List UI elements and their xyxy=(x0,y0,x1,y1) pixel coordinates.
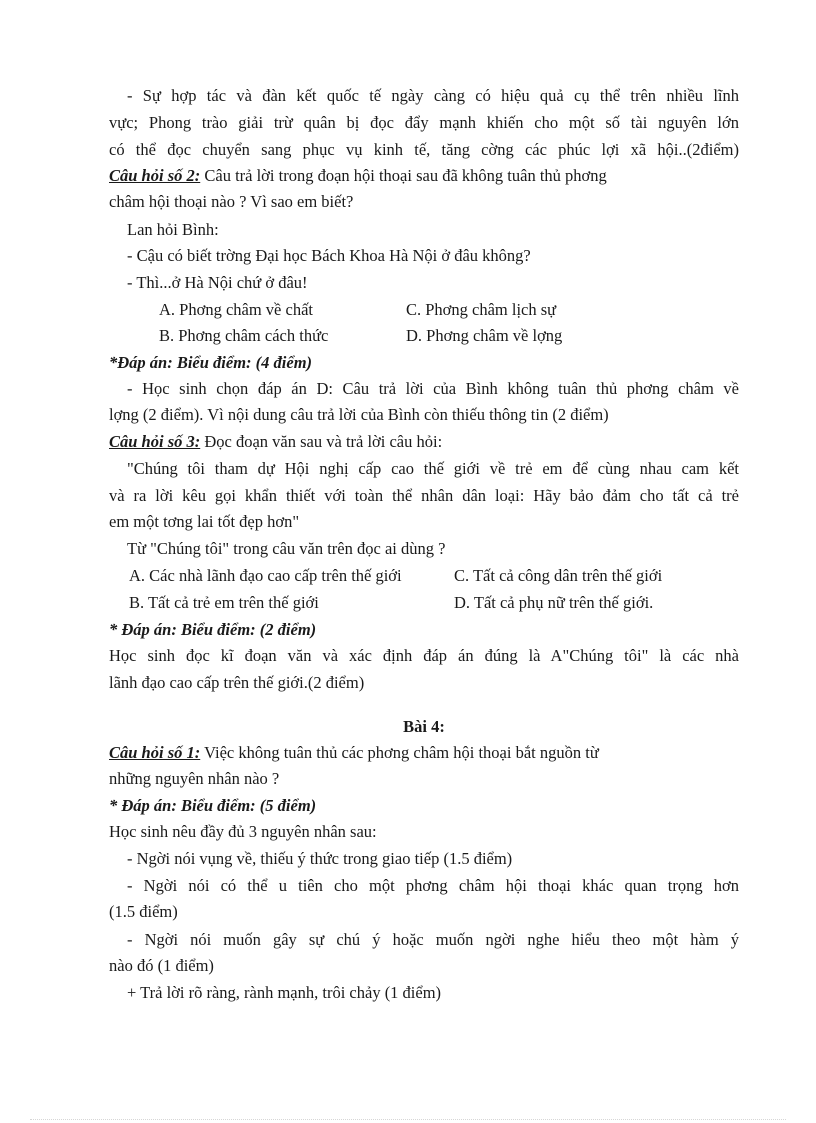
option-a: A. Các nhà lãnh đạo cao cấp trên thế giới xyxy=(129,566,402,585)
answer-heading: * Đáp án: Biểu điểm: (5 điểm) xyxy=(109,796,317,815)
option-b: B. Tất cả trẻ em trên thế giới xyxy=(129,593,319,612)
text-line: những nguyên nhân nào ? xyxy=(109,769,280,788)
text-line: nào đó (1 điểm) xyxy=(109,956,214,975)
text-line: - Thì...ở Hà Nội chứ ở đâu! xyxy=(127,273,308,292)
question-text: Câu trả lời trong đoạn hội thoại sau đã không tuân thủ phơng xyxy=(204,166,607,185)
text-line: Từ "Chúng tôi" trong câu văn trên đọc ai dùng ? xyxy=(127,539,446,558)
question-label: Câu hỏi số 3: xyxy=(109,432,201,451)
text-line: Học sinh đọc kĩ đoạn văn và xác định đáp án đúng là A"Chúng tôi" là các nhà xyxy=(109,646,739,665)
question-label: Câu hỏi số 1: xyxy=(109,743,201,762)
text-line: "Chúng tôi tham dự Hội nghị cấp cao thế giới về trẻ em để cùng nhau cam kết xyxy=(127,459,739,478)
answer-heading: * Đáp án: Biểu điểm: (2 điểm) xyxy=(109,620,317,639)
question-text: Đọc đoạn văn sau và trả lời câu hỏi: xyxy=(204,432,443,451)
option-c: C. Phơng châm lịch sự xyxy=(406,300,557,319)
text-line: - Cậu có biết trờng Đại học Bách Khoa Hà Nội ở đâu không? xyxy=(127,246,531,265)
text-line: vực; Phong trào giải trừ quân bị đọc đẩy mạnh khiến cho một số tài nguyên lớn xyxy=(109,113,739,132)
question-line xyxy=(109,742,739,764)
option-c: C. Tất cả công dân trên thế giới xyxy=(454,566,663,585)
text-line: Lan hỏi Bình: xyxy=(127,220,219,239)
text-line: - Sự hợp tác và đàn kết quốc tế ngày càng có hiệu quả cụ thể trên nhiều lĩnh xyxy=(127,86,739,105)
option-a: A. Phơng châm về chất xyxy=(159,300,313,319)
text-line: lợng (2 điểm). Vì nội dung câu trả lời của Bình còn thiếu thông tin (2 điểm) xyxy=(109,405,609,424)
text-line: Học sinh nêu đầy đủ 3 nguyên nhân sau: xyxy=(109,822,377,841)
question-label: Câu hỏi số 2: xyxy=(109,166,201,185)
text-line: - Học sinh chọn đáp án D: Câu trả lời của Bình không tuân thủ phơng châm về xyxy=(127,379,739,398)
text-line: lãnh đạo cao cấp trên thế giới.(2 điểm) xyxy=(109,673,365,692)
option-b: B. Phơng châm cách thức xyxy=(159,326,329,345)
text-line: châm hội thoại nào ? Vì sao em biết? xyxy=(109,192,354,211)
question-line xyxy=(109,431,739,453)
option-d: D. Tất cả phụ nữ trên thế giới. xyxy=(454,593,654,612)
text-line: + Trả lời rõ ràng, rành mạnh, trôi chảy (1 điểm) xyxy=(127,983,442,1002)
question-text: Việc không tuân thủ các phơng châm hội thoại bắt nguồn từ xyxy=(204,743,599,762)
option-d: D. Phơng châm về lợng xyxy=(406,326,563,345)
section-title: Bài 4: xyxy=(403,717,445,736)
text-line: và ra lời kêu gọi khẩn thiết với toàn thể nhân dân loại: Hãy bảo đảm cho tất cả trẻ xyxy=(109,486,739,505)
text-line: - Ngời nói vụng về, thiếu ý thức trong giao tiếp (1.5 điểm) xyxy=(127,849,513,868)
page-bottom-divider xyxy=(30,1119,786,1120)
text-line: - Ngời nói muốn gây sự chú ý hoặc muốn ngời nghe hiểu theo một hàm ý xyxy=(127,930,739,949)
answer-heading: *Đáp án: Biểu điểm: (4 điểm) xyxy=(109,353,313,372)
question-line xyxy=(109,165,739,187)
text-line: (1.5 điểm) xyxy=(109,902,178,921)
text-line: có thể đọc chuyển sang phục vụ kinh tế, tăng cờng các phúc lợi xã hội..(2điểm) xyxy=(109,140,739,159)
text-line: - Ngời nói có thể u tiên cho một phơng châm hội thoại khác quan trọng hơn xyxy=(127,876,739,895)
text-line: em một tơng lai tốt đẹp hơn" xyxy=(109,512,300,531)
